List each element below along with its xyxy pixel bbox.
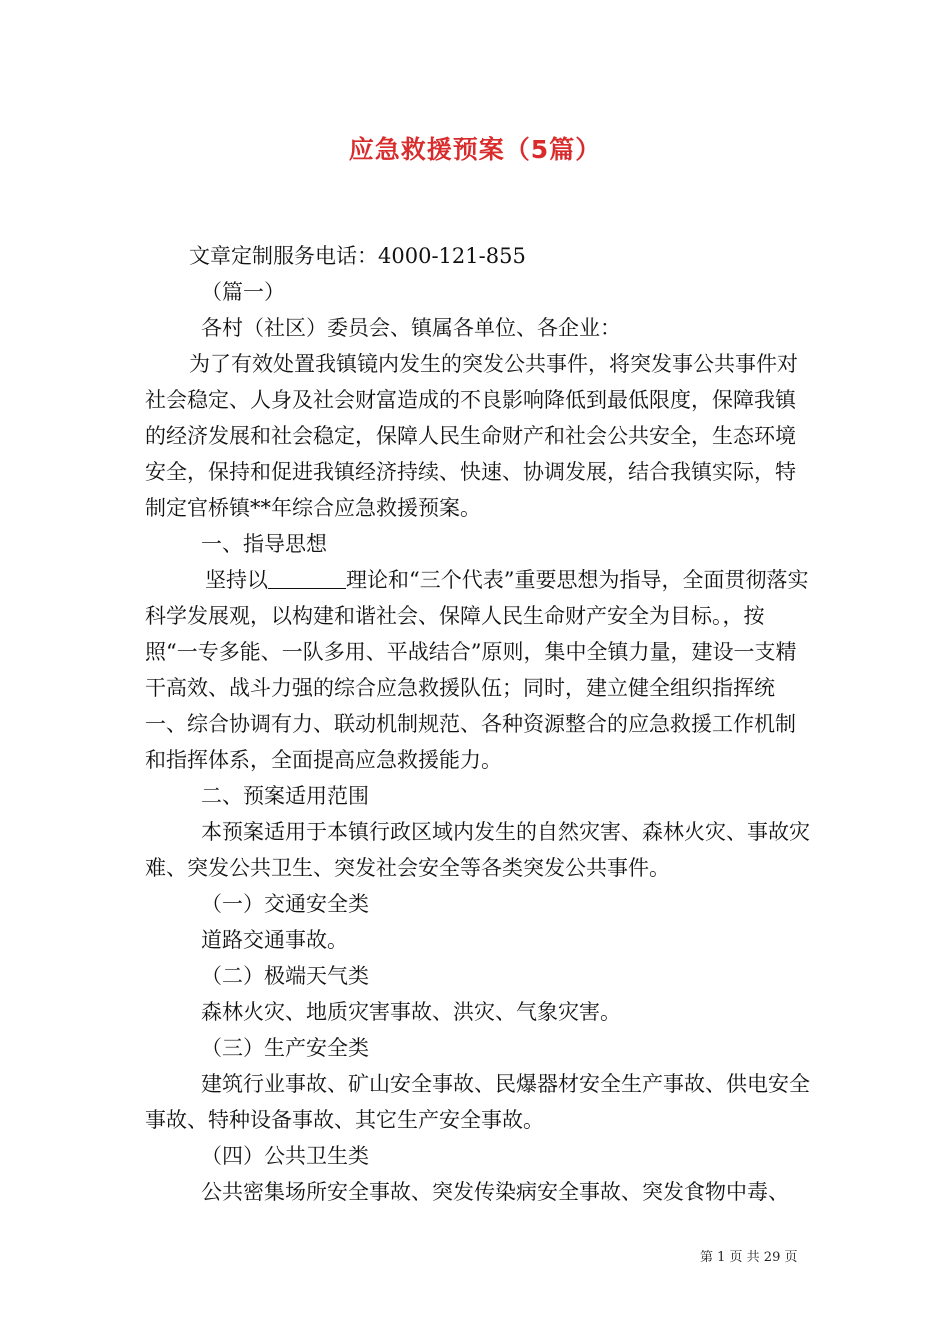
- production-text: 建筑行业事故、矿山安全事故、民爆器材安全生产事故、供电安全事故、特种设备事故、其它生产安全事故。: [145, 1072, 810, 1132]
- guiding-paragraph: [145, 562, 810, 778]
- section-label: （篇一）: [201, 280, 285, 304]
- blank-underline: [268, 568, 346, 589]
- subheading-traffic: （一）交通安全类: [201, 892, 369, 916]
- document-body: [145, 238, 810, 1210]
- scope-paragraph: 本预案适用于本镇行政区域内发生的自然灾害、森林火灾、事故灾难、突发公共卫生、突发社会安全等各类突发公共事件。: [145, 820, 810, 880]
- contact-line: 文章定制服务电话：4000-121-855: [189, 244, 526, 268]
- weather-text: 森林火灾、地质灾害事故、洪灾、气象灾害。: [201, 1000, 621, 1024]
- document-title: 应急救援预案（5篇）: [348, 135, 602, 164]
- heading-guiding-ideology: 一、指导思想: [201, 532, 327, 556]
- health-text: 公共密集场所安全事故、突发传染病安全事故、突发食物中毒、: [201, 1180, 789, 1204]
- addressee: 各村（社区）委员会、镇属各单位、各企业：: [201, 316, 621, 340]
- page-number-footer: 第 1 页 共 29 页: [700, 1250, 798, 1265]
- traffic-text: 道路交通事故。: [201, 928, 348, 952]
- intro-paragraph: 为了有效处置我镇镜内发生的突发公共事件，将突发事公共事件对社会稳定、人身及社会财富造成的不良影响降低到最低限度，保障我镇的经济发展和社会稳定，保障人民生命财产和社会公共安全，生态环境安全，保持和促进我镇经济持续、快速、协调发展，结合我镇实际，特制定官桥镇**年综合应急救援预案。: [145, 352, 798, 520]
- subheading-weather: （二）极端天气类: [201, 964, 369, 988]
- guiding-prefix: 坚持以: [205, 568, 268, 592]
- guiding-rest: 理论和“三个代表”重要思想为指导，全面贯彻落实科学发展观，以构建和谐社会、保障人民生命财产安全为目标。，按照“一专多能、一队多用、平战结合”原则，集中全镇力量，建设一支精干高效、战斗力强的综合应急救援队伍；同时，建立健全组织指挥统一、综合协调有力、联动机制规范、各种资源整合的应急救援工作机制和指挥体系，全面提高应急救援能力。: [145, 568, 809, 772]
- subheading-production: （三）生产安全类: [201, 1036, 369, 1060]
- subheading-health: （四）公共卫生类: [201, 1144, 369, 1168]
- heading-scope: 二、预案适用范围: [201, 784, 369, 808]
